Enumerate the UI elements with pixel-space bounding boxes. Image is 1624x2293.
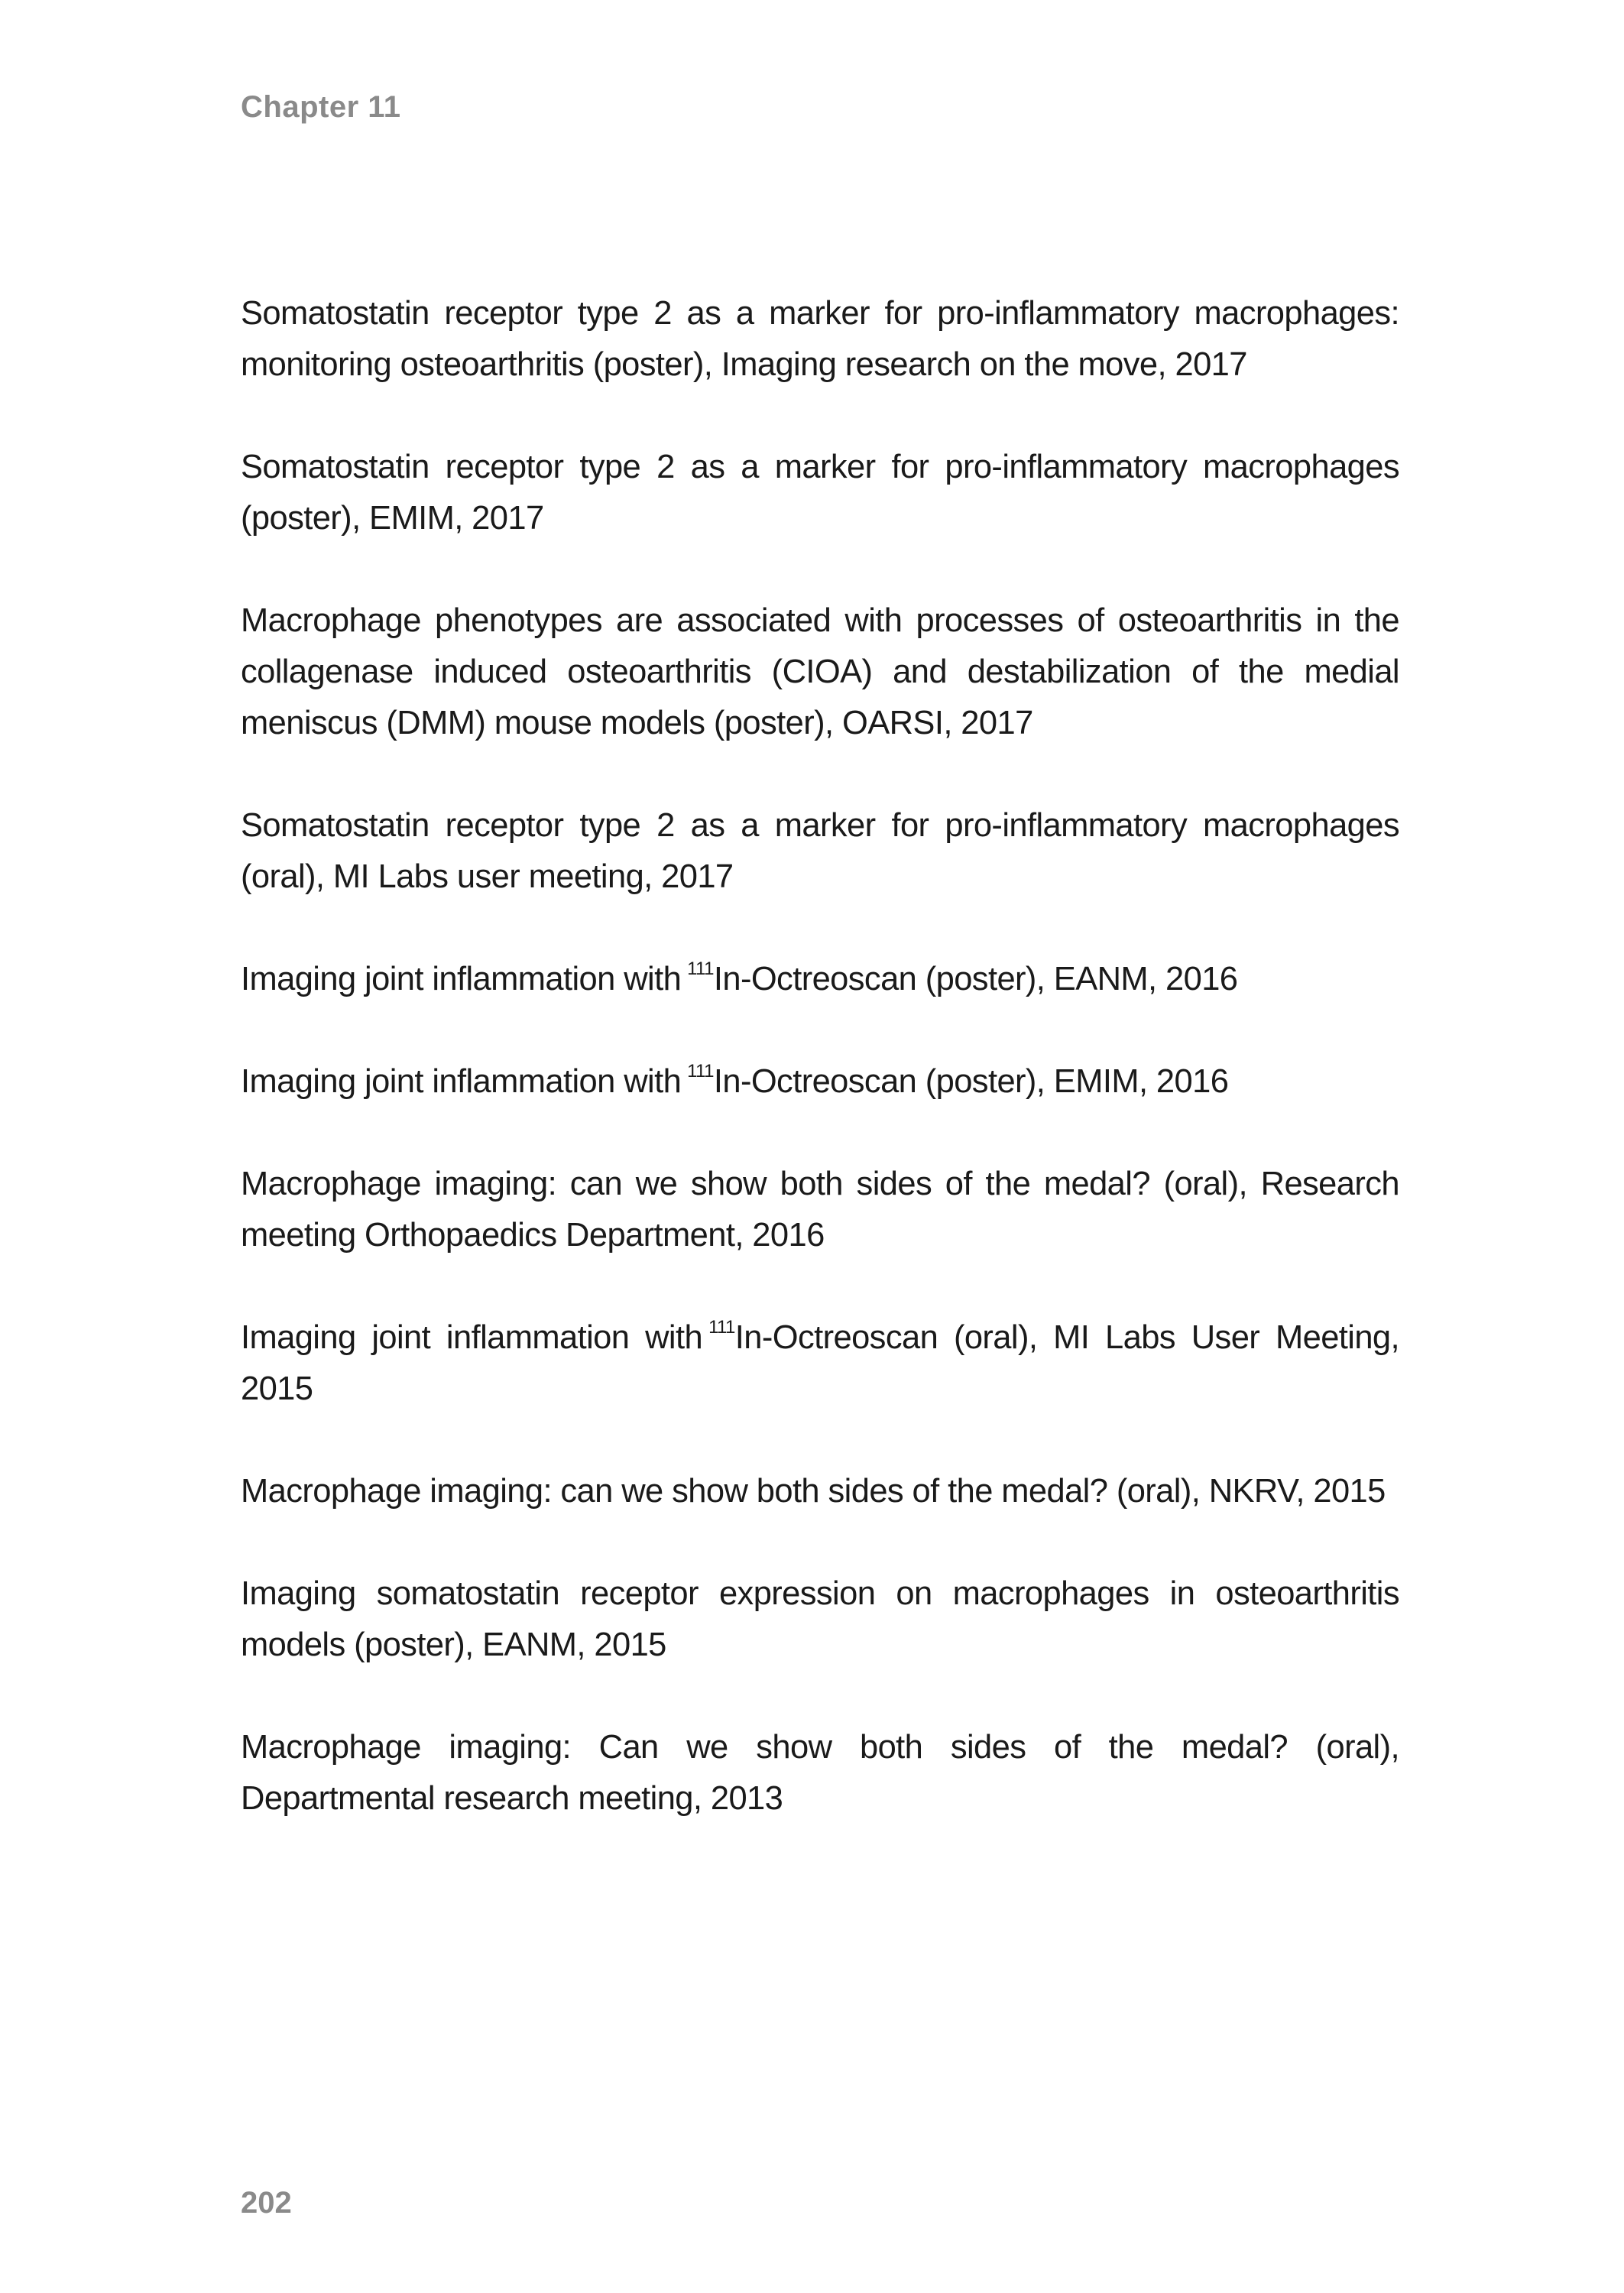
entry-text-pre: Imaging joint inflammation with [241,1063,682,1100]
entry-text: Somatostatin receptor type 2 as a marker for pro-inflammatory macrophages (oral), MI Labs user meeting, 2017 [241,807,1399,895]
entry-text: Macrophage imaging: can we show both sides of the medal? (oral), Research meeting Orthopaedics Department, 2016 [241,1166,1399,1254]
entry-text-pre: Imaging joint inflammation with [241,961,682,997]
entry-text: Macrophage phenotypes are associated with processes of osteoarthritis in the collagenase induced osteoarthritis (CIOA) and destabilization of the medial meniscus (DMM) mouse models (poster), OARSI, 2017 [241,602,1399,741]
entry-text-post: In-Octreoscan (poster), EANM, 2016 [713,961,1238,997]
entry-text: Imaging somatostatin receptor expression on macrophages in osteoarthritis models (poster), EANM, 2015 [241,1575,1399,1663]
list-item [241,1722,1399,1824]
list-item [241,1312,1399,1415]
entry-text: Somatostatin receptor type 2 as a marker for pro-inflammatory macrophages (poster), EMIM, 2017 [241,449,1399,537]
presentation-list [241,288,1399,1876]
list-item [241,1056,1399,1108]
isotope-superscript: 111 [708,1317,735,1338]
list-item [241,595,1399,749]
entry-text-post: In-Octreoscan (poster), EMIM, 2016 [713,1063,1229,1100]
list-item [241,1568,1399,1671]
isotope-superscript: 111 [687,1061,714,1082]
list-item [241,442,1399,544]
entry-text: Macrophage imaging: can we show both sides of the medal? (oral), NKRV, 2015 [241,1473,1386,1510]
list-item [241,1466,1399,1517]
isotope-superscript: 111 [687,958,714,979]
list-item [241,1159,1399,1261]
list-item [241,954,1399,1005]
list-item [241,288,1399,391]
page-number: 202 [241,2186,292,2220]
chapter-heading: Chapter 11 [241,90,401,124]
list-item [241,800,1399,903]
entry-text-post: In-Octreoscan (oral), MI Labs User Meeting, 2015 [241,1319,1400,1407]
entry-text-pre: Imaging joint inflammation with [241,1319,703,1356]
entry-text: Somatostatin receptor type 2 as a marker for pro-inflammatory macrophages: monitoring osteoarthritis (poster), Imaging research on the move, 2017 [241,295,1399,383]
entry-text: Macrophage imaging: Can we show both sides of the medal? (oral), Departmental research meeting, 2013 [241,1729,1399,1817]
